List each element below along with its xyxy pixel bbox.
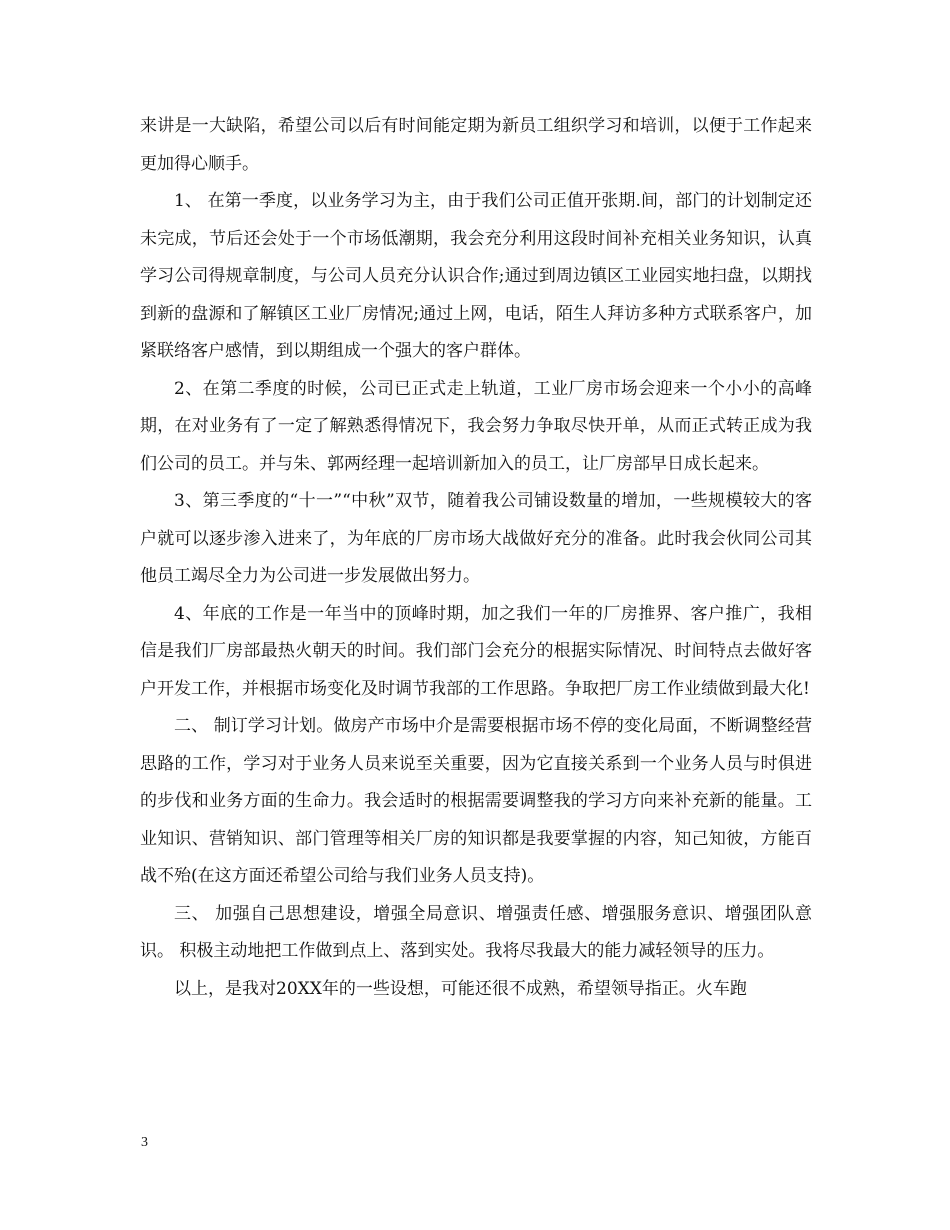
- paragraph-q3-plan: 3、第三季度的“十一”“中秋”双节，随着我公司铺设数量的增加，一些规模较大的客户就可以逐步渗入进来了，为年底的厂房市场大战做好充分的准备。此时我会伙同公司其他员工竭尽全力为公司进一步发展做出努力。: [140, 491, 812, 586]
- paragraph-continuation: 来讲是一大缺陷，希望公司以后有时间能定期为新员工组织学习和培训，以便于工作起来更加得心顺手。: [140, 116, 812, 174]
- paragraph-closing: 以上，是我对20XX年的一些设想，可能还很不成熟，希望领导指正。火车跑: [174, 978, 747, 999]
- document-body: [140, 108, 812, 1008]
- page-number: 3: [141, 1135, 148, 1150]
- paragraph-study-plan: 二、 制订学习计划。做房产市场中介是需要根据市场不停的变化局面，不断调整经营思路的工作，学习对于业务人员来说至关重要，因为它直接关系到一个业务人员与时俱进的步伐和业务方面的生命力。我会适时的根据需要调整我的学习方向来补充新的能量。工业知识、营销知识、部门管理等相关厂房的知识都是我要掌握的内容，知己知彼，方能百战不殆(在这方面还希望公司给与我们业务人员支持)。: [140, 716, 812, 886]
- paragraph-q1-plan: 1、 在第一季度，以业务学习为主，由于我们公司正值开张期.间，部门的计划制定还未完成，节后还会处于一个市场低潮期，我会充分利用这段时间补充相关业务知识，认真学习公司得规章制度，与公司人员充分认识合作;通过到周边镇区工业园实地扫盘，以期找到新的盘源和了解镇区工业厂房情况;通过上网，电话，陌生人拜访多种方式联系客户，加紧联络客户感情，到以期组成一个强大的客户群体。: [140, 191, 812, 361]
- paragraph-q4-plan: 4、年底的工作是一年当中的顶峰时期，加之我们一年的厂房推界、客户推广，我相信是我们厂房部最热火朝天的时间。我们部门会充分的根据实际情况、时间特点去做好客户开发工作，并根据市场变化及时调节我部的工作思路。争取把厂房工作业绩做到最大化!: [140, 603, 812, 699]
- paragraph-q2-plan: 2、在第二季度的时候，公司已正式走上轨道，工业厂房市场会迎来一个小小的高峰期，在对业务有了一定了解熟悉得情况下，我会努力争取尽快开单，从而正式转正成为我们公司的员工。并与朱、郭两经理一起培训新加入的员工，让厂房部早日成长起来。: [140, 378, 812, 474]
- paragraph-self-building: 三、 加强自己思想建设，增强全局意识、增强责任感、增强服务意识、增强团队意识。 积极主动地把工作做到点上、落到实处。我将尽我最大的能力减轻领导的压力。: [140, 903, 812, 961]
